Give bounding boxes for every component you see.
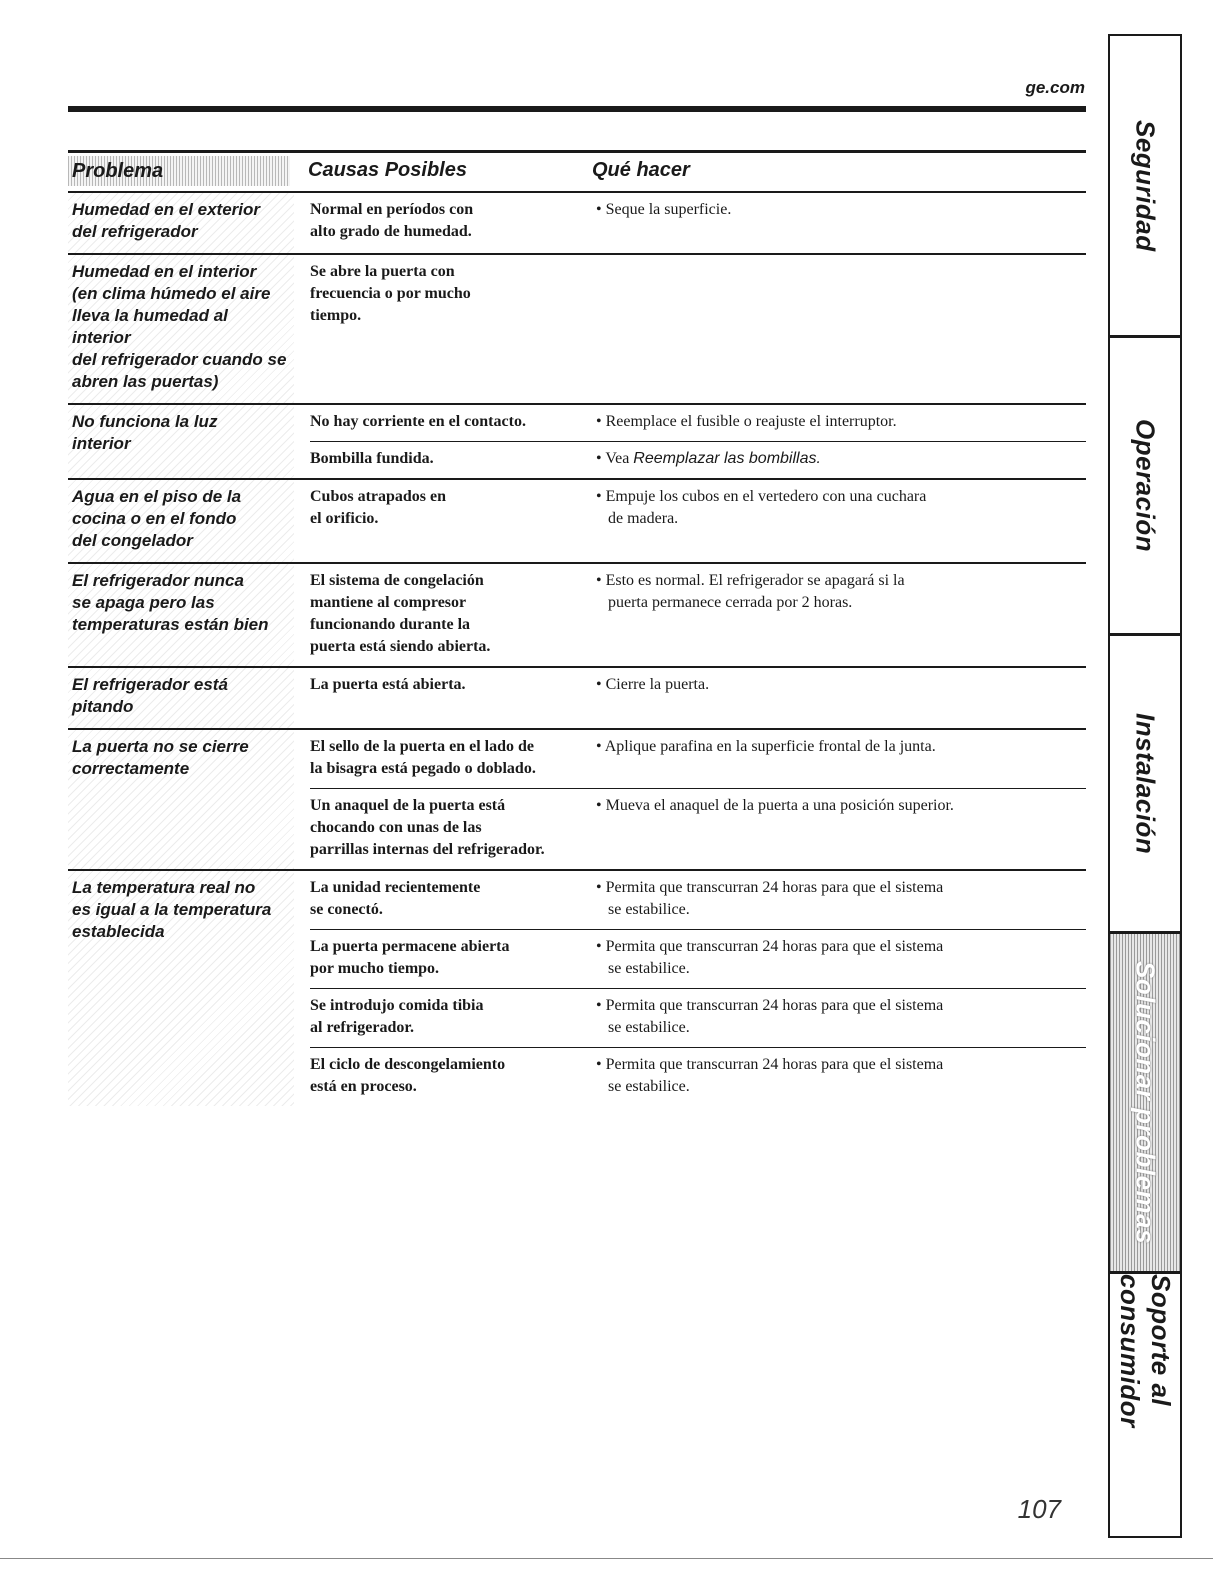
section-tab-label: Soporte al consumidor <box>1115 1274 1176 1428</box>
cause-text: Normal en períodos con alto grado de humedad. <box>310 201 474 240</box>
problem-cell: Agua en el piso de la cocina o en el fondo del congelador <box>68 480 294 562</box>
action-body: • Cierre la puerta. <box>596 676 710 693</box>
action-text <box>594 877 1086 921</box>
section-tabs <box>1108 34 1182 1538</box>
cause-text: Se introdujo comida tibia al refrigerador. <box>310 997 484 1036</box>
cause-text: Cubos atrapados en el orificio. <box>310 488 447 527</box>
table-body <box>68 193 1086 1106</box>
action-text <box>594 261 1086 327</box>
table-row <box>68 730 1086 871</box>
table-row <box>68 564 1086 668</box>
action-body: • Permita que transcurran 24 horas para que el sistema se estabilice. <box>596 938 944 977</box>
table-row <box>68 255 1086 405</box>
table-row <box>68 193 1086 255</box>
cause-list <box>310 871 1086 1106</box>
cause-item <box>310 871 1086 930</box>
action-body: • Empuje los cubos en el vertedero con una cuchara de madera. <box>596 488 927 527</box>
cause-item <box>310 989 1086 1048</box>
cause-list <box>310 564 1086 666</box>
action-body: • Reemplace el fusible o reajuste el interruptor. <box>596 413 897 430</box>
cause-item <box>310 193 1086 251</box>
table-row <box>68 480 1086 564</box>
action-text <box>594 795 1086 861</box>
troubleshooting-table <box>68 150 1086 1106</box>
cause-list <box>310 193 1086 253</box>
table-row <box>68 871 1086 1106</box>
cause-text: La puerta permacene abierta por mucho tiempo. <box>310 938 510 977</box>
action-body: • Seque la superficie. <box>596 201 732 218</box>
cause-item <box>310 1048 1086 1106</box>
action-text <box>594 995 1086 1039</box>
action-body: • Permita que transcurran 24 horas para que el sistema se estabilice. <box>596 879 944 918</box>
page-number: 107 <box>1017 1494 1061 1524</box>
site-url: ge.com <box>1025 78 1085 97</box>
bottom-rule <box>0 1558 1213 1559</box>
action-text <box>594 199 1086 243</box>
action-text <box>594 570 1086 658</box>
action-text <box>594 411 1086 433</box>
cause-text: No hay corriente en el contacto. <box>310 413 526 430</box>
header-rule <box>68 106 1086 112</box>
action-body: • Mueva el anaquel de la puerta a una posición superior. <box>596 797 954 814</box>
section-tab-label: Instalación <box>1130 712 1161 855</box>
section-tab[interactable] <box>1110 636 1180 934</box>
cause-item <box>310 930 1086 989</box>
cause-text: El ciclo de descongelamiento está en proceso. <box>310 1056 506 1095</box>
section-tab[interactable] <box>1110 338 1180 636</box>
problem-cell: El refrigerador nunca se apaga pero las temperaturas están bien <box>68 564 294 666</box>
section-tab-label: Seguridad <box>1130 119 1161 252</box>
cause-text: Bombilla fundida. <box>310 450 434 467</box>
problem-cell: Humedad en el exterior del refrigerador <box>68 193 294 253</box>
cause-list <box>310 668 1086 728</box>
column-header-causes: Causas Posibles <box>308 159 467 181</box>
section-tab[interactable] <box>1110 36 1180 338</box>
table-row <box>68 405 1086 480</box>
column-header-problem: Problema <box>68 156 290 186</box>
action-body: • Permita que transcurran 24 horas para que el sistema se estabilice. <box>596 1056 944 1095</box>
column-header-actions: Qué hacer <box>592 159 690 181</box>
cause-item <box>310 668 1086 704</box>
section-tab[interactable] <box>1110 1274 1180 1533</box>
section-tab[interactable] <box>1110 934 1180 1274</box>
cause-text: La unidad recientemente se conectó. <box>310 879 481 918</box>
problem-cell: No funciona la luz interior <box>68 405 294 478</box>
action-text <box>594 674 1086 696</box>
cause-item <box>310 480 1086 538</box>
cause-text: El sistema de congelación mantiene al compresor funcionando durante la puerta está siendo abierta. <box>310 572 491 655</box>
action-text <box>594 486 1086 530</box>
cause-list <box>310 405 1086 478</box>
action-body: • Permita que transcurran 24 horas para que el sistema se estabilice. <box>596 997 944 1036</box>
see-also-link[interactable]: Reemplazar las bombillas. <box>633 450 821 467</box>
cause-item <box>310 255 1086 335</box>
cause-text: Se abre la puerta con frecuencia o por mucho tiempo. <box>310 263 471 324</box>
cause-item <box>310 789 1086 869</box>
action-text <box>594 736 1086 780</box>
problem-cell: El refrigerador está pitando <box>68 668 294 728</box>
cause-item <box>310 405 1086 442</box>
cause-list <box>310 480 1086 562</box>
problem-cell: La puerta no se cierre correctamente <box>68 730 294 869</box>
cause-text: El sello de la puerta en el lado de la bisagra está pegado o doblado. <box>310 738 536 777</box>
cause-list <box>310 255 1086 403</box>
action-text <box>594 1054 1086 1098</box>
section-tab-label: Solucionar problemas <box>1130 960 1161 1245</box>
problem-cell: Humedad en el interior (en clima húmedo el aire lleva la humedad al interior del refrigerador cuando se abren las puertas) <box>68 255 294 403</box>
action-body: • Esto es normal. El refrigerador se apagará si la puerta permanece cerrada por 2 horas. <box>596 572 905 611</box>
action-text <box>594 448 1086 470</box>
action-text <box>594 936 1086 980</box>
problem-cell: La temperatura real no es igual a la temperatura establecida <box>68 871 294 1106</box>
table-row <box>68 668 1086 730</box>
cause-item <box>310 442 1086 478</box>
cause-text: La puerta está abierta. <box>310 676 466 693</box>
cause-item <box>310 564 1086 666</box>
section-tab-label: Operación <box>1130 418 1161 553</box>
table-header <box>68 150 1086 193</box>
cause-text: Un anaquel de la puerta está chocando con unas de las parrillas internas del refrigerador. <box>310 797 545 858</box>
action-body: • Aplique parafina en la superficie frontal de la junta. <box>596 738 936 755</box>
cause-list <box>310 730 1086 869</box>
cause-item <box>310 730 1086 789</box>
action-body: • Vea <box>596 450 634 467</box>
